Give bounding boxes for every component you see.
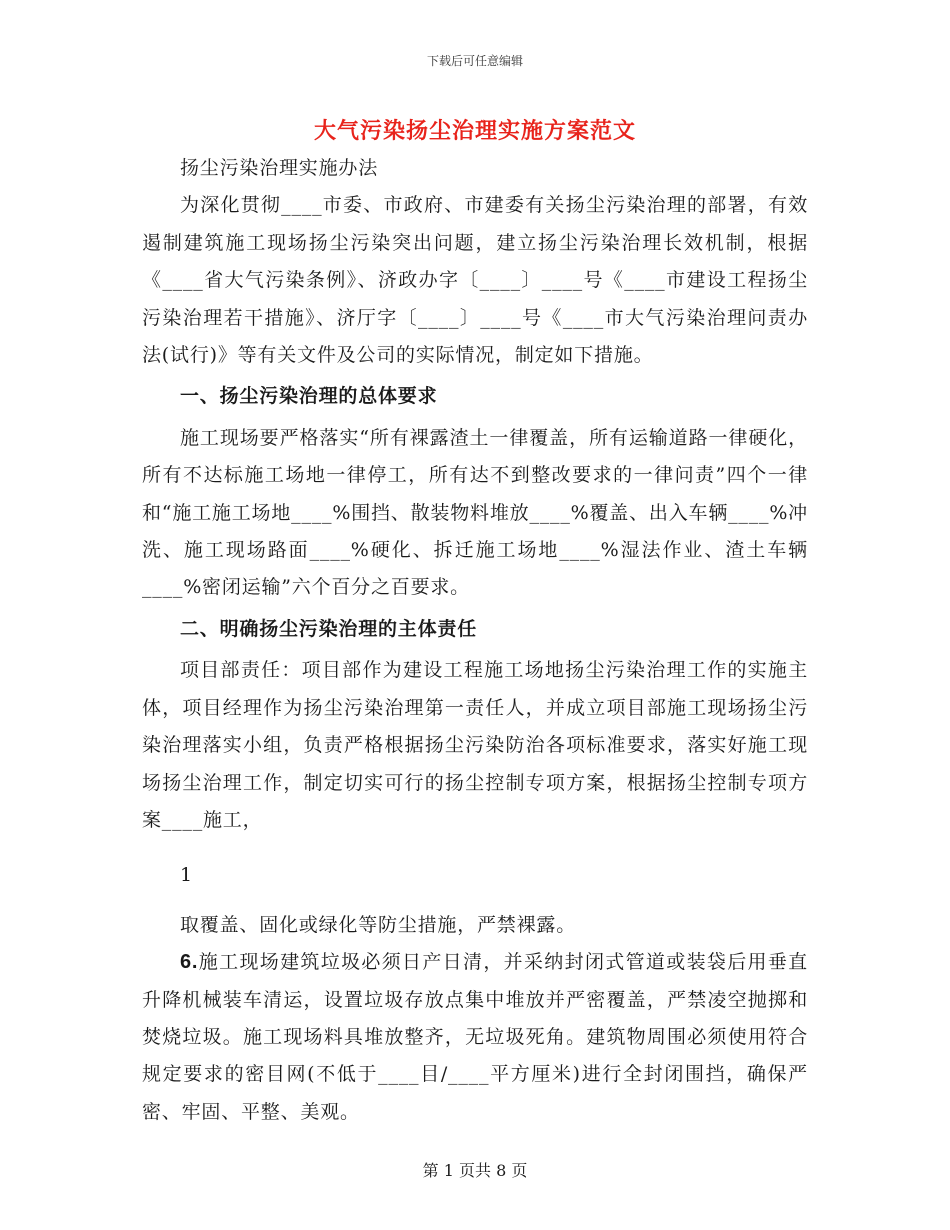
document-title: 大气污染扬尘治理实施方案范文 bbox=[313, 118, 636, 144]
document-body bbox=[142, 150, 808, 1131]
covering-paragraph: 取覆盖、固化或绿化等防尘措施，严禁裸露。 bbox=[180, 913, 577, 936]
subtitle-paragraph: 扬尘污染治理实施办法 bbox=[180, 157, 379, 179]
item-6-text: 施工现场建筑垃圾必须日产日清，并采纳封闭式管道或装袋后用垂直升降机械装车清运，设置垃圾存放点集中堆放并严密覆盖，严禁凌空抛掷和焚烧垃圾。施工现场料具堆放整齐，无垃圾死角。建筑物周围必须使用符合规定要求的密目网(不低于____目/____平方厘米)进行全封闭围挡，确保严密、牢固、平整、美观。 bbox=[142, 951, 808, 1123]
item-6-paragraph bbox=[142, 944, 808, 1131]
page-header: 下载后可任意编辑 bbox=[426, 54, 523, 68]
page-marker: 1 bbox=[180, 864, 193, 887]
requirements-paragraph: 施工现场要严格落实“所有裸露渣土一律覆盖，所有运输道路一律硬化，所有不达标施工场地一律停工，所有达不到整改要求的一律问责”四个一律和“施工施工场地____%围挡、散装物料堆放____%覆盖、出入车辆____%冲洗、施工现场路面____%硬化、拆迁施工场地____%湿法作业、渣土车辆____%密闭运输”六个百分之百要求。 bbox=[142, 426, 808, 599]
intro-paragraph: 为深化贯彻____市委、市政府、市建委有关扬尘污染治理的部署，有效遏制建筑施工现场扬尘污染突出问题，建立扬尘污染治理长效机制，根据《____省大气污染条例》、济政办字〔____〕____号《____市建设工程扬尘污染治理若干措施》、济厅字〔____〕____号《____市大气污染治理问责办法(试行)》等有关文件及公司的实际情况，制定如下措施。 bbox=[142, 194, 808, 367]
section-heading-1: 一、扬尘污染治理的总体要求 bbox=[180, 385, 438, 408]
responsibility-paragraph: 项目部责任：项目部作为建设工程施工场地扬尘污染治理工作的实施主体，项目经理作为扬尘污染治理第一责任人，并成立项目部施工现场扬尘污染治理落实小组，负责严格根据扬尘污染防治各项标准要求，落实好施工现场扬尘治理工作，制定切实可行的扬尘控制专项方案，根据扬尘控制专项方案____施工， bbox=[142, 659, 808, 831]
section-heading-2: 二、明确扬尘污染治理的主体责任 bbox=[180, 617, 478, 640]
page-footer: 第 1 页共 8 页 bbox=[422, 1161, 528, 1180]
item-6-number: 6. bbox=[180, 951, 199, 974]
